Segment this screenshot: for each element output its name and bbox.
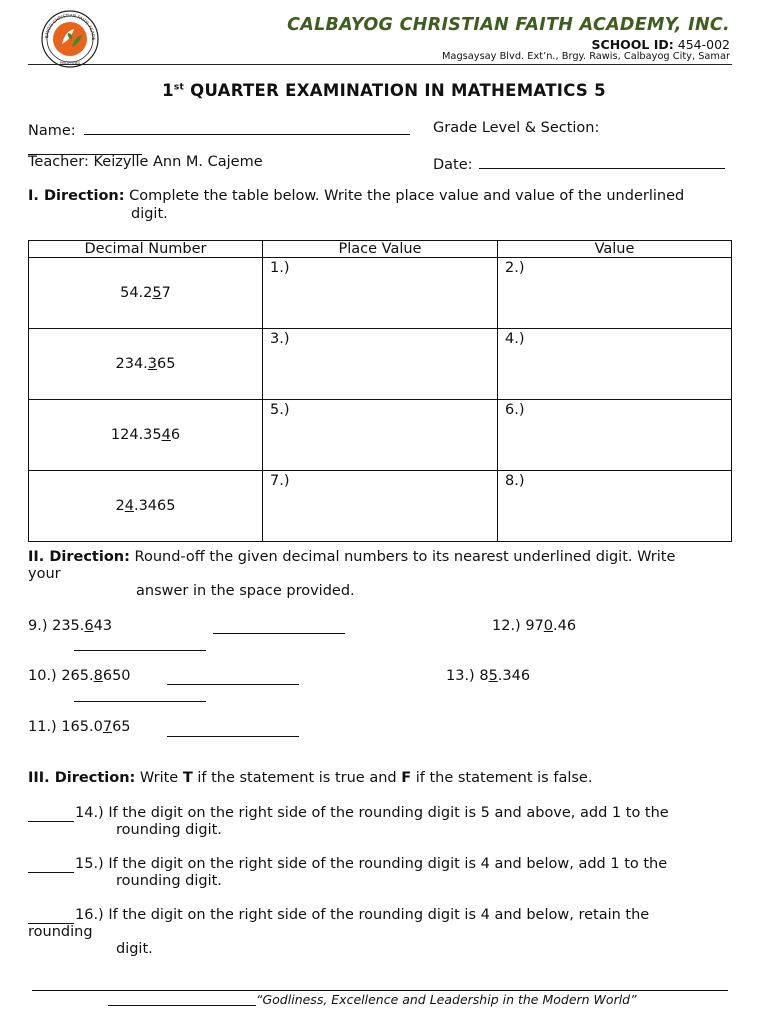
tf-blank-14[interactable] <box>28 821 74 822</box>
school-motto: “Godliness, Excellence and Leadership in the Modern World” <box>256 992 637 1007</box>
date-blank[interactable] <box>479 154 725 169</box>
logo-bottom-text: PHILIPPINES <box>59 61 81 65</box>
table-row <box>29 258 732 329</box>
col-header-value: Value <box>498 241 732 258</box>
tf-item-14: 14.) If the digit on the right side of the rounding digit is 5 and above, add 1 to the <box>75 805 669 821</box>
place-value-answer[interactable]: 5.) <box>263 400 498 471</box>
rounding-item-13: 13.) 85.346 <box>446 668 531 684</box>
value-answer[interactable]: 2.) <box>498 258 732 329</box>
value-answer[interactable]: 4.) <box>498 329 732 400</box>
value-answer[interactable]: 6.) <box>498 400 732 471</box>
school-logo-icon <box>38 9 102 69</box>
decimal-number: 124.3546 <box>29 400 263 471</box>
tf-item-16: 16.) If the digit on the right side of the rounding digit is 4 and below, retain the <box>75 907 650 923</box>
tf-item-15: 15.) If the digit on the right side of the rounding digit is 4 and below, add 1 to the <box>75 856 668 872</box>
decimal-number: 234.365 <box>29 329 263 400</box>
part2-direction: II. Direction: Round-off the given decimal numbers to its nearest underlined digit. Write <box>28 549 676 565</box>
tf-item-16-wrap: rounding <box>28 924 93 940</box>
col-header-place-value: Place Value <box>263 241 498 258</box>
name-blank[interactable] <box>84 120 410 135</box>
decimal-number: 24.3465 <box>29 471 263 542</box>
name-label: Name: <box>28 123 76 139</box>
tf-item-15-cont: rounding digit. <box>116 873 222 889</box>
rounding-item-9: 9.) 235.643 <box>28 618 113 634</box>
part2-direction-cont2: answer in the space provided. <box>136 583 355 599</box>
date-field[interactable] <box>433 154 725 173</box>
answer-blank-9[interactable] <box>213 633 345 634</box>
place-value-answer[interactable]: 7.) <box>263 471 498 542</box>
part1-direction-cont: digit. <box>131 206 168 222</box>
answer-blank-10[interactable] <box>167 684 299 685</box>
school-id-label: SCHOOL ID: <box>591 37 674 52</box>
rounding-item-10: 10.) 265.8650 <box>28 668 131 684</box>
school-name: CALBAYOG CHRISTIAN FAITH ACADEMY, INC. <box>287 15 730 35</box>
part3-direction: III. Direction: Write T if the statement is true and F if the statement is false. <box>28 770 593 786</box>
motto-underline <box>108 1005 256 1006</box>
part1-direction: I. Direction: Complete the table below. Write the place value and value of the underlined <box>28 188 685 204</box>
tf-blank-15[interactable] <box>28 872 74 873</box>
table-row <box>29 471 732 542</box>
col-header-decimal: Decimal Number <box>29 241 263 258</box>
part2-direction-cont: your <box>28 566 61 582</box>
tf-item-16-cont: digit. <box>116 941 153 957</box>
svg-text:CALBAYOG CHRISTIAN FAITH ACADE: BAYOG CHRISTIAN FAITH ACADE <box>44 13 96 41</box>
rounding-item-12: 12.) 970.46 <box>492 618 577 634</box>
footer-divider <box>32 990 728 991</box>
grade-section-blank[interactable] <box>28 140 142 155</box>
table-header-row <box>29 241 732 258</box>
decimal-number: 54.257 <box>29 258 263 329</box>
answer-blank-12[interactable] <box>74 650 206 651</box>
answer-blank-13[interactable] <box>74 701 206 702</box>
school-id <box>592 37 730 52</box>
exam-title: 1st QUARTER EXAMINATION IN MATHEMATICS 5 <box>162 81 606 100</box>
name-field[interactable] <box>28 120 410 139</box>
school-id-value: 454-002 <box>677 37 730 52</box>
place-value-answer[interactable]: 1.) <box>263 258 498 329</box>
place-value-answer[interactable]: 3.) <box>263 329 498 400</box>
grade-section-label: Grade Level & Section: <box>433 120 600 136</box>
table-row <box>29 400 732 471</box>
date-label: Date: <box>433 157 473 173</box>
tf-item-14-cont: rounding digit. <box>116 822 222 838</box>
header-divider <box>28 64 732 65</box>
school-address: Magsaysay Blvd. Ext’n., Brgy. Rawis, Calbayog City, Samar <box>441 51 730 62</box>
rounding-item-11: 11.) 165.0765 <box>28 719 131 735</box>
teacher-label: Teacher: Keizylle Ann M. Cajeme <box>28 154 263 170</box>
table-row <box>29 329 732 400</box>
place-value-table <box>28 240 732 542</box>
value-answer[interactable]: 8.) <box>498 471 732 542</box>
answer-blank-11[interactable] <box>167 736 299 737</box>
